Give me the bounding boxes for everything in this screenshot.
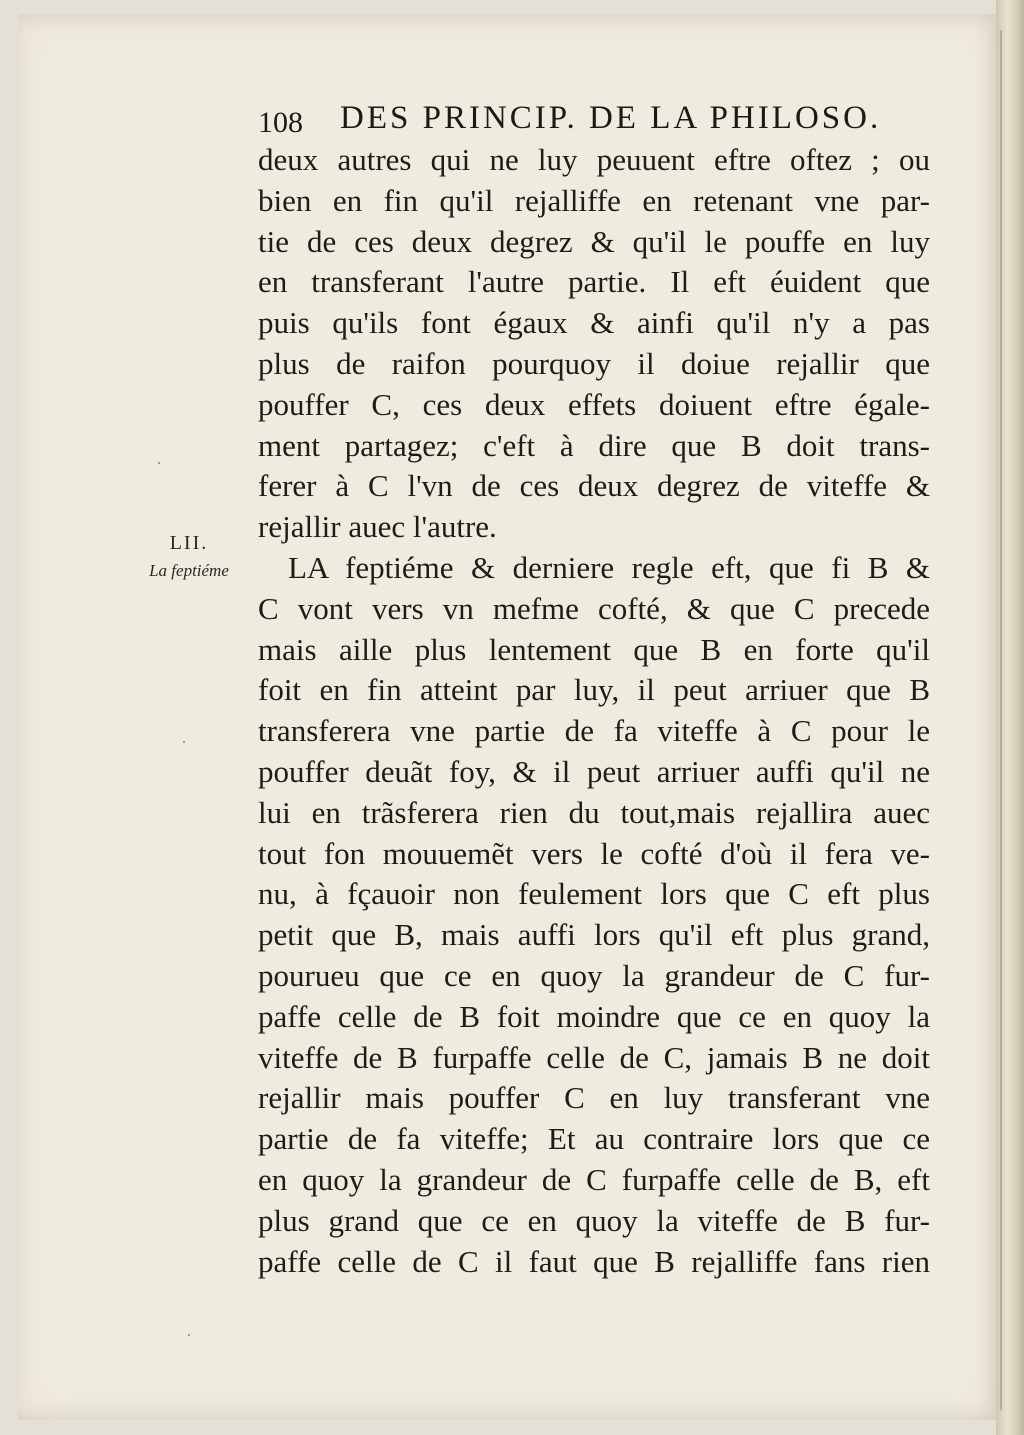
text-line: en quoy la grandeur de C furpaffe celle de B, eft	[258, 1161, 930, 1197]
text-line: pouffer deuãt foy, & il peut arriuer auffi qu'il ne	[258, 753, 930, 789]
paper-speck	[183, 741, 185, 743]
text-line: viteffe de B furpaffe celle de C, jamais B ne doit	[258, 1039, 930, 1075]
text-line: tout fon mouuemẽt vers le cofté d'où il fera ve-	[258, 835, 930, 871]
text-line: ment partagez; c'eft à dire que B doit trans-	[258, 427, 930, 463]
paper-speck	[158, 462, 160, 464]
text-line: plus de raifon pourquoy il doiue rejallir que	[258, 345, 930, 381]
article-number: LII.	[169, 532, 209, 554]
text-line: C vont vers vn mefme cofté, & que C precede	[258, 590, 930, 626]
text-line: nu, à fçauoir non feulement lors que C eft plus	[258, 876, 930, 912]
body-text	[258, 140, 930, 1282]
text-line: rejallir auec l'autre.	[258, 509, 497, 545]
margin-note	[130, 532, 248, 581]
text-line: petit que B, mais auffi lors qu'il eft plus grand,	[258, 917, 930, 953]
text-line: en transferant l'autre partie. Il eft éuident que	[258, 264, 930, 300]
text-line: lui en trãsferera rien du tout,mais rejallira auec	[258, 794, 930, 830]
page-number: 108	[258, 106, 303, 139]
text-line: transferera vne partie de fa viteffe à C pour le	[258, 713, 930, 749]
text-line: partie de fa viteffe; Et au contraire lors que ce	[258, 1121, 930, 1157]
text-line: mais aille plus lentement que B en forte qu'il	[258, 631, 930, 667]
paper-speck	[188, 1334, 190, 1336]
text-line: pouffer C, ces deux effets doiuent eftre égale-	[258, 386, 930, 422]
text-line: plus grand que ce en quoy la viteffe de B fur-	[258, 1202, 930, 1238]
text-line: puis qu'ils font égaux & ainfi qu'il n'y a pas	[258, 305, 930, 341]
text-line: bien en fin qu'il rejalliffe en retenant vne par-	[258, 182, 930, 218]
text-line: paffe celle de C il faut que B rejalliffe fans rien	[258, 1243, 930, 1279]
text-line: pourueu que ce en quoy la grandeur de C fur-	[258, 957, 930, 993]
text-line: deux autres qui ne luy peuuent eftre oftez ; ou	[258, 142, 930, 177]
page-fold-line	[1000, 30, 1002, 1410]
article-title: La feptiéme	[149, 561, 229, 580]
text-line: paffe celle de B foit moindre que ce en quoy la	[258, 998, 930, 1034]
paragraph-first-line: LA feptiéme & derniere regle eft, que fi B &	[288, 549, 930, 585]
text-line: foit en fin atteint par luy, il peut arriuer que B	[258, 672, 930, 708]
running-title: DES PRINCIP. DE LA PHILOSO.	[340, 100, 882, 136]
text-line: ferer à C l'vn de ces deux degrez de viteffe &	[258, 468, 930, 504]
text-line: rejallir mais pouffer C en luy transferant vne	[258, 1080, 930, 1116]
text-line: tie de ces deux degrez & qu'il le pouffe en luy	[258, 223, 930, 259]
